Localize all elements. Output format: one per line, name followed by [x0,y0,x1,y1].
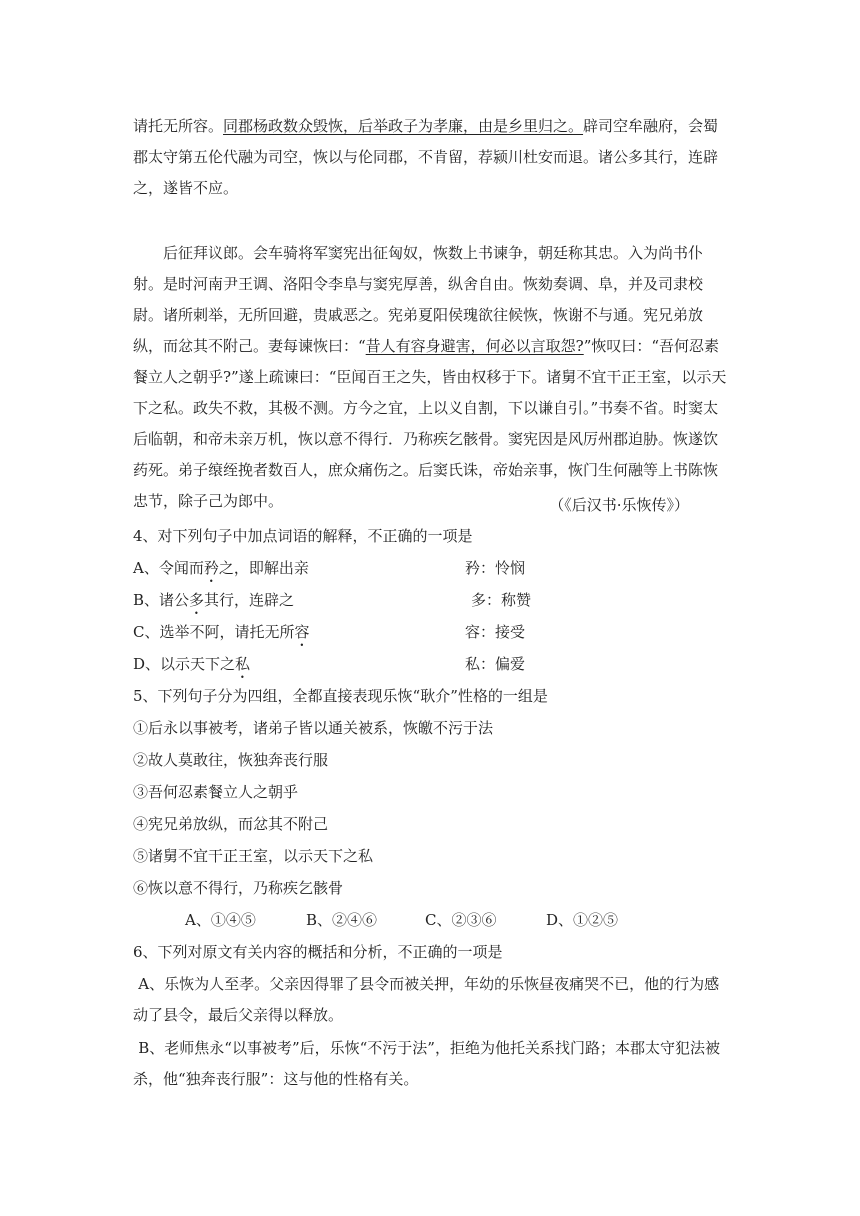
question-6-stem: 6、下列对原文有关内容的概括和分析，不正确的一项是 [133,943,503,961]
question-4-stem: 4、对下列句子中加点词语的解释，不正确的一项是 [133,527,473,545]
question-5-item-3: ③吾何忍素餐立人之朝乎 [133,783,299,801]
passage-text: 后征拜议郎。会车骑将军窦宪出征匈奴，恢数上书谏争，朝廷称其忠。入为尚书仆射。是时河南尹王调、洛阳令李阜与窦宪厚善，纵舍自由。恢劾奏调、阜，并及司隶校尉。诸所刺举，无所回避，贵戚恶之。宪弟夏阳侯瑰欲往候恢，恢谢不与通。宪兄弟放纵，而忿其不附己。妻每谏恢曰：“ [133,244,704,355]
question-6-option-a: A、乐恢为人至孝。父亲因得罪了县令而被关押，年幼的乐恢昼夜痛哭不已，他的行为感动了县令，最后父亲得以释放。 [133,975,720,1024]
question-4-option-a: A、令闻而矜之，即解出亲 [133,559,309,577]
dotted-word: 容 [294,623,310,641]
dotted-word: 矜 [203,559,219,577]
question-4-gloss-b: 多：称赞 [471,591,532,609]
underlined-sentence: 同郡杨政数众毁恢，后举政子为孝廉，由是乡里归之。 [223,117,584,135]
question-5-choice-b: B、②④⑥ [306,911,378,929]
passage-text: 请托无所容。 [133,117,224,135]
question-5-item-6: ⑥恢以意不得行，乃称疾乞骸骨 [133,879,344,897]
question-5-item-4: ④宪兄弟放纵，而忿其不附己 [133,815,329,833]
underlined-sentence: 昔人有容身避害，何必以言取怨? [365,337,584,355]
passage-text: ”恢叹曰：“吾何忍素餐立人之朝乎?”遂上疏谏曰：“臣闻百王之失，皆由权移于下。诸舅不宜干正王室，以示天下之私。政失不救，其极不测。方今之宜，上以义自割，下以谦自引。”书奏不省。时窦太后临朝，和帝未亲万机，恢以意不得行．乃称疾乞骸骨。窦宪因是风厉州郡迫胁。恢遂饮药死。弟子缞绖挽者数百人，庶众痛伤之。后窦氏诛，帝始亲事，恢门生何融等上书陈恢忠节，除子己为郎中。 [133,337,727,510]
question-4-gloss-c: 容：接受 [465,623,526,641]
passage-source: （《后汉书·乐恢传》） [549,496,689,514]
question-5-item-2: ②故人莫敢往，恢独奔丧行服 [133,751,329,769]
question-5-item-1: ①后永以事被考，诸弟子皆以通关被系，恢皦不污于法 [133,719,494,737]
question-4-gloss-a: 矜：怜悯 [465,559,526,577]
question-4-option-d: D、以示天下之私 [133,655,251,673]
question-4-option-b: B、诸公多其行，连辟之 [133,591,295,609]
question-5-choice-a: A、①④⑤ [185,911,256,929]
question-5-item-5: ⑤诸舅不宜干正王室，以示天下之私 [133,847,374,865]
passage-paragraph-1 [133,111,729,204]
question-5-choice-d: D、①②⑤ [546,911,619,929]
question-5-stem: 5、下列句子分为四组，全都直接表现乐恢“耿介”性格的一组是 [133,687,548,705]
question-5-choice-c: C、②③⑥ [425,911,497,929]
question-6-option-b: B、老师焦永“以事被考”后，乐恢“不污于法”，拒绝为他托关系找门路；本郡太守犯法被杀，他“独奔丧行服”：这与他的性格有关。 [133,1039,720,1088]
passage-text: 辟司空牟融府，会蜀郡太守第五伦代融为司空，恢以与伦同郡，不肯留，荐颍川杜安而退。诸公多其行，连辟之，遂皆不应。 [133,117,719,197]
dotted-word: 私 [235,655,251,673]
question-4-gloss-d: 私：偏爱 [465,655,526,673]
passage-paragraph-2 [133,238,729,517]
dotted-word: 多 [189,591,205,609]
question-4-option-c: C、选举不阿，请托无所容 [133,623,310,641]
